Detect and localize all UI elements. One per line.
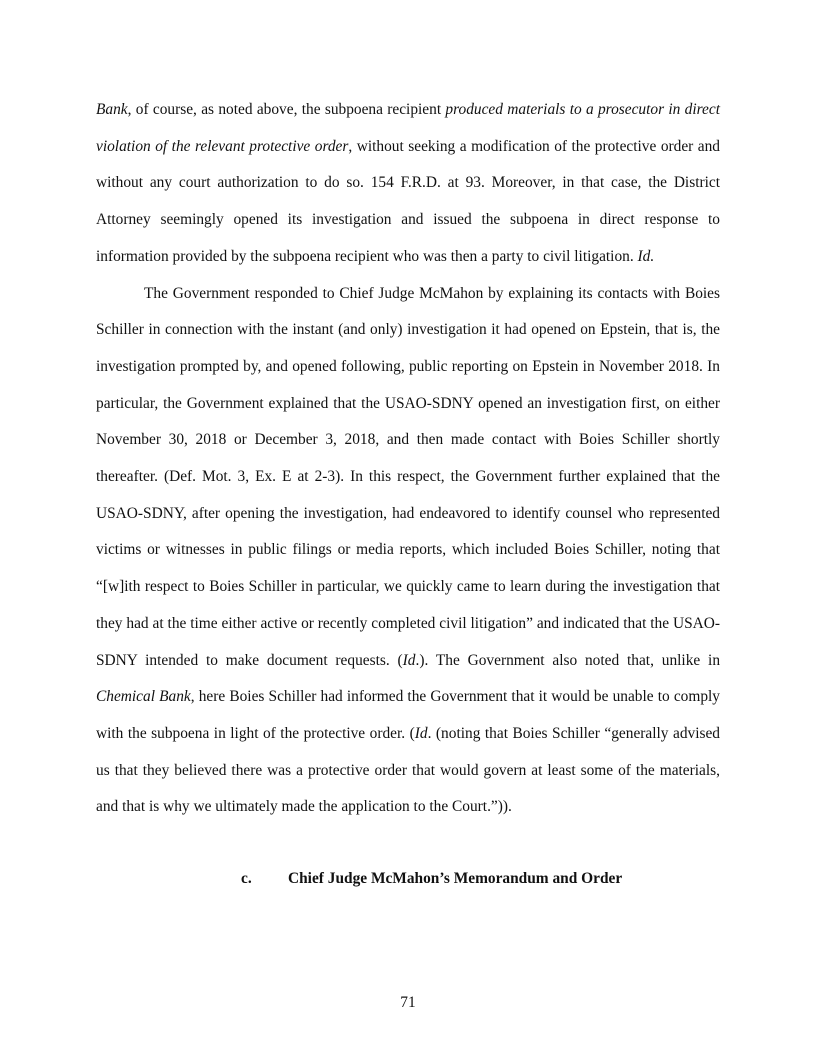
text-run: , of course, as noted above, the subpoena recipient	[127, 101, 446, 118]
paragraph-2	[96, 276, 720, 827]
italic-text-run: Id	[414, 724, 428, 742]
text-run: , without seeking a modification of the protective order and without any court authorization to do so. 154 F.R.D. at 93. Moreover, in that case, the District Attorney seemingly opened its investigation and issued the subpoena in direct response to information provided by the subpoena recipient who was then a party to civil litigation.	[96, 137, 720, 265]
text-run: .). The Government also noted that, unlike in	[415, 651, 721, 669]
italic-text-run: Bank	[96, 101, 128, 118]
section-heading-title: Chief Judge McMahon’s Memorandum and Order	[288, 870, 623, 887]
text-run: , here Boies Schiller had informed the Government that it would be unable to comply with the subpoena in light of the protective order. (	[96, 688, 720, 742]
italic-text-run: Id.	[637, 247, 655, 265]
italic-text-run: Id	[402, 651, 416, 669]
page-number: 71	[400, 994, 416, 1011]
italic-text-run: produced materials to a prosecutor in direct violation of the relevant protective order	[96, 101, 720, 155]
body-text	[96, 92, 720, 826]
section-heading-letter: c.	[241, 870, 252, 887]
paragraph-1	[96, 92, 720, 276]
text-run: . (noting that Boies Schiller “generally advised us that they believed there was a protective order that would govern at least some of the materials, and that is why we ultimately made the application to the Court.”)).	[96, 724, 720, 816]
italic-text-run: Chemical Bank	[96, 688, 191, 706]
text-run: The Government responded to Chief Judge McMahon by explaining its contacts with Boies Schiller in connection with the instant (and only) investigation it had opened on Epstein, that is, the investigation prompted by, and opened following, public reporting on Epstein in November 2018. In particular, the Government explained that the USAO-SDNY opened an investigation first, on either November 30, 2018 or December 3, 2018, and then made contact with Boies Schiller shortly thereafter. (Def. Mot. 3, Ex. E at 2-3). In this respect, the Government further explained that the USAO-SDNY, after opening the investigation, had endeavored to identify counsel who represented victims or witnesses in public filings or media reports, which included Boies Schiller, noting that “[w]ith respect to Boies Schiller in particular, we quickly came to learn during the investigation that they had at the time either active or recently completed civil litigation” and indicated that the USAO-SDNY intended to make document requests. (	[96, 284, 720, 669]
